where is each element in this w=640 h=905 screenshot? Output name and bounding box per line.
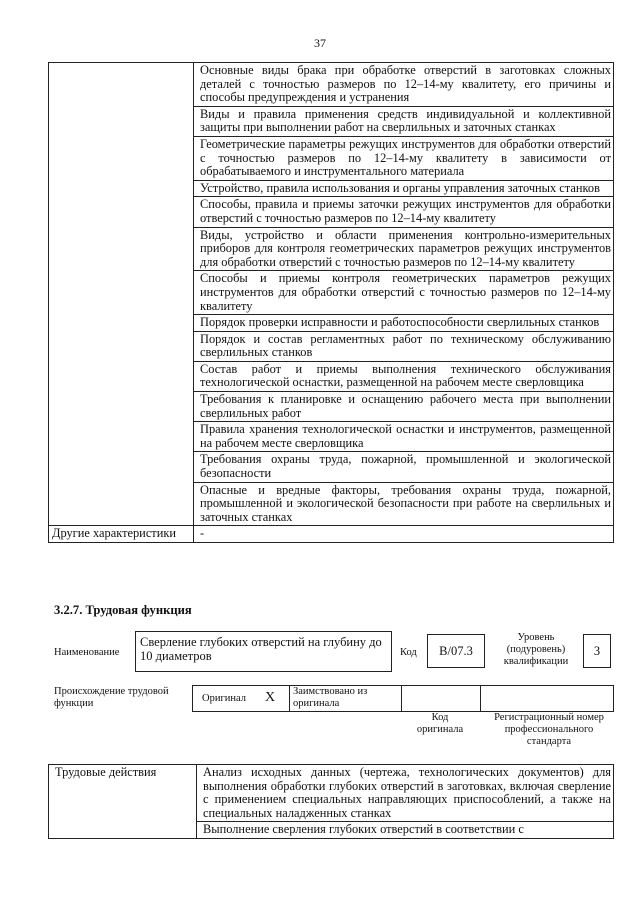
- knowledge-item: Требования охраны труда, пожарной, промышленной и экологической безопасности: [194, 452, 614, 482]
- registration-caption: Регистрационный номер профессионального стандарта: [494, 712, 604, 747]
- other-characteristics-label: Другие характеристики: [49, 526, 194, 543]
- action-item: Анализ исходных данных (чертежа, технологических документов) для выполнения обработки глубоких отверстий в заготовках, включая сверление с применением специальных направляющих приспособлений, а также на специальных наладженных станках: [197, 765, 614, 822]
- knowledge-item: Способы, правила и приемы заточки режущих инструментов для обработки отверстий с точностью размеров по 12–14-му квалитету: [194, 197, 614, 227]
- knowledge-item: Основные виды брака при обработке отверстий в заготовках сложных деталей с точностью размеров по 12–14-му квалитету, его причины и способы предупреждения и устранения: [194, 63, 614, 107]
- table-label-cell: [49, 63, 194, 526]
- knowledge-item: Устройство, правила использования и органы управления заточных станков: [194, 180, 614, 197]
- knowledge-item: Порядок и состав регламентных работ по техническому обслуживанию сверлильных станков: [194, 331, 614, 361]
- other-characteristics-value: -: [194, 526, 614, 543]
- function-name-value: Сверление глубоких отверстий на глубину до 10 диаметров: [140, 635, 382, 663]
- code-value: B/07.3: [439, 644, 473, 658]
- level-value: 3: [593, 644, 601, 658]
- section-title: 3.2.7. Трудовая функция: [54, 603, 192, 617]
- knowledge-item: Требования к планировке и оснащению рабочего места при выполнении сверлильных работ: [194, 392, 614, 422]
- page-number: 37: [314, 36, 326, 50]
- knowledge-item: Опасные и вредные факторы, требования охраны труда, пожарной, промышленной и экологической безопасности при работе на сверлильных и заточных станках: [194, 482, 614, 526]
- origin-table: [192, 685, 614, 712]
- code-label: Код: [400, 647, 417, 658]
- original-label: Оригинал: [202, 693, 246, 704]
- knowledge-item: Геометрические параметры режущих инструментов для обработки отверстий с точностью размеров по 12–14-му квалитету в зависимости от обрабатываемого и инструментального материала: [194, 136, 614, 180]
- actions-table: [48, 764, 614, 839]
- knowledge-item: Состав работ и приемы выполнения технического обслуживания технологической оснастки, размещенной на рабочем месте сверловщика: [194, 361, 614, 391]
- function-name-box: [135, 631, 392, 672]
- borrowed-label: Заимствовано из оригинала: [293, 686, 368, 709]
- knowledge-table: [48, 62, 614, 543]
- code-box: [427, 634, 485, 668]
- original-mark: X: [265, 690, 276, 705]
- knowledge-item: Виды и правила применения средств индивидуальной и коллективной защиты при выполнении работ на сверлильных и заточных станках: [194, 106, 614, 136]
- table-row: [49, 63, 614, 107]
- knowledge-item: Порядок проверки исправности и работоспособности сверлильных станков: [194, 315, 614, 332]
- level-box: [583, 634, 611, 668]
- table-row: [49, 526, 614, 543]
- knowledge-item: Правила хранения технологической оснастки и инструментов, размещенной на рабочем месте сверловщика: [194, 422, 614, 452]
- code-original-caption: Код оригинала: [416, 712, 464, 735]
- level-label: Уровень (подуровень) квалификации: [503, 632, 569, 667]
- origin-label: Происхождение трудовой функции: [54, 686, 169, 709]
- actions-label: Трудовые действия: [49, 765, 197, 839]
- knowledge-item: Виды, устройство и области применения контрольно-измерительных приборов для контроля геометрических параметров режущих инструментов для обработки отверстий с точностью размеров по 12–14-му квалитету: [194, 227, 614, 271]
- table-row: [49, 765, 614, 822]
- name-label: Наименование: [54, 647, 120, 658]
- action-item: Выполнение сверления глубоких отверстий в соответствии с: [197, 822, 614, 839]
- knowledge-item: Способы и приемы контроля геометрических параметров режущих инструментов для обработки отверстий с точностью размеров по 12–14-му квалитету: [194, 271, 614, 315]
